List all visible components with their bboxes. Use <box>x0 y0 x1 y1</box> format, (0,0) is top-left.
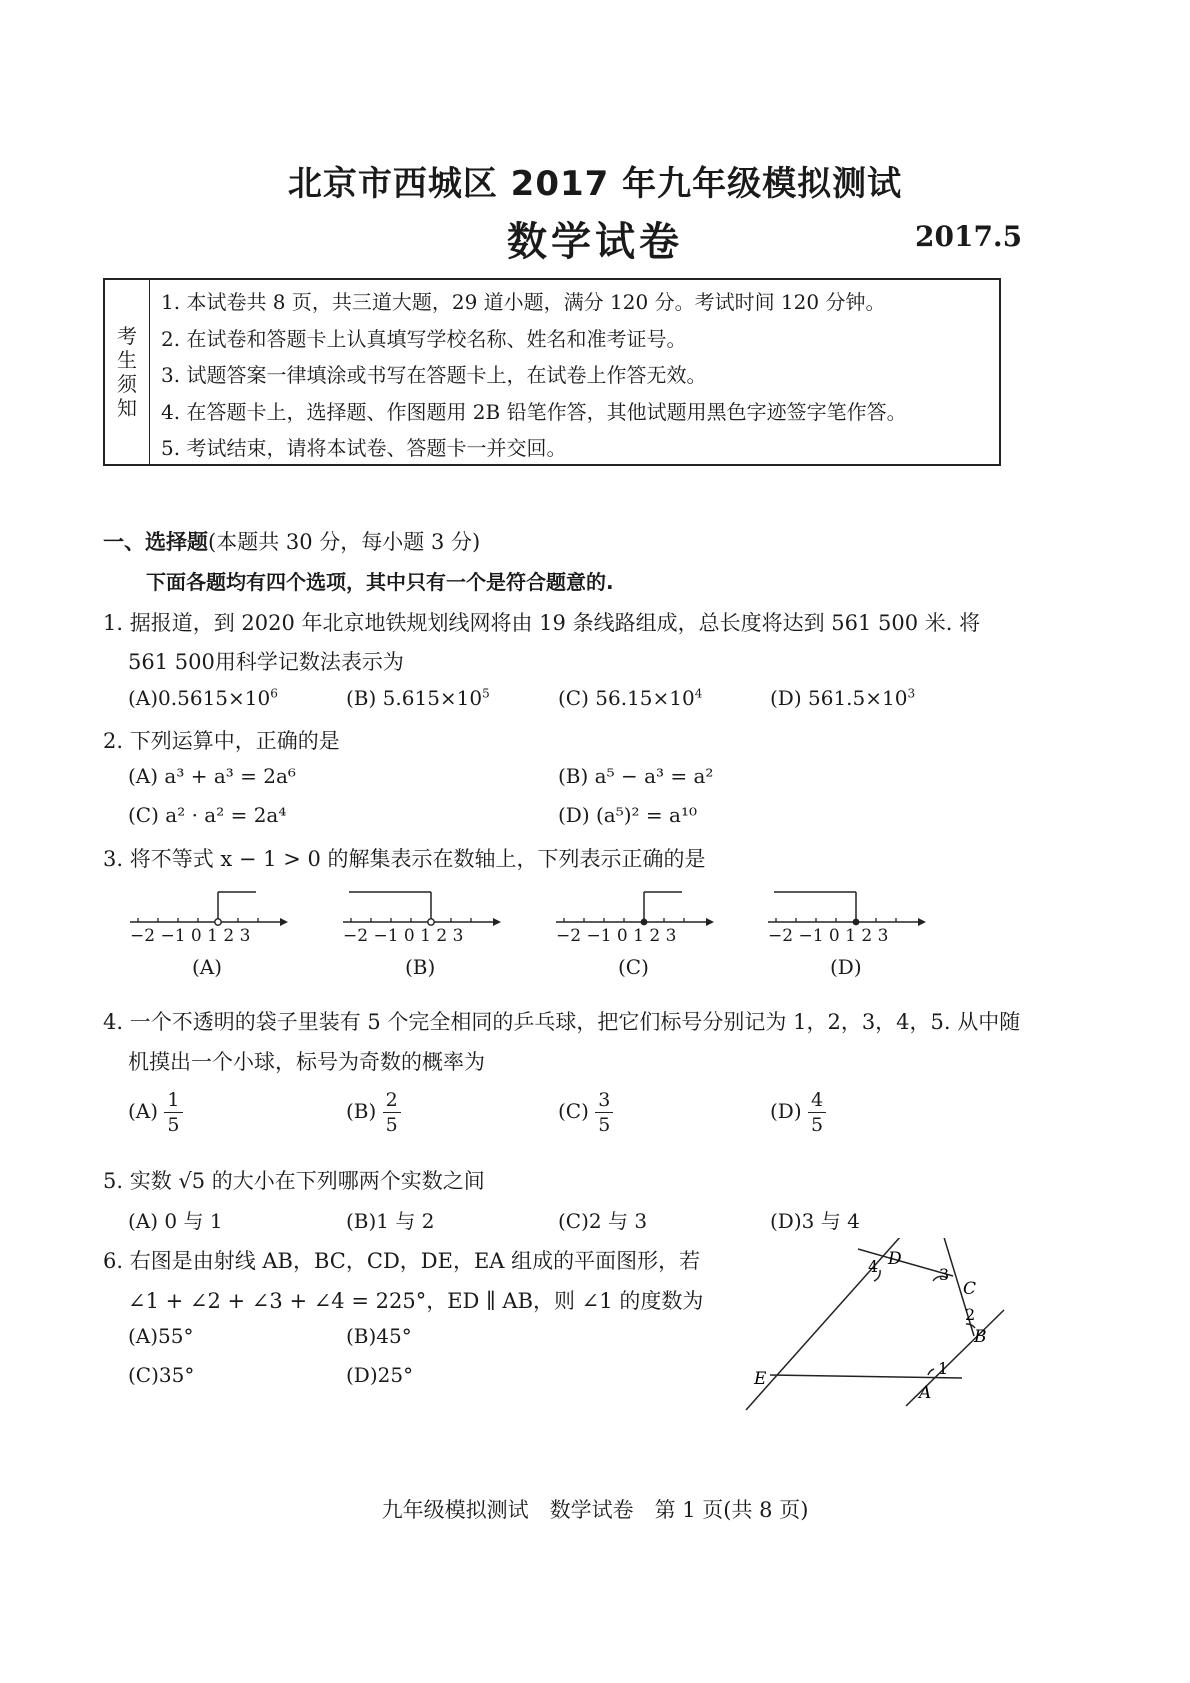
section-instruction: 下面各题均有四个选项，其中只有一个是符合题意的. <box>146 570 614 594</box>
q4-b-fraction <box>383 1088 401 1137</box>
q3-ticks-c: −2 −1 0 1 2 3 <box>556 926 677 946</box>
notice-label-char: 生 <box>117 348 137 372</box>
label-3: 3 <box>939 1265 950 1284</box>
q1-a-exp: 6 <box>270 686 278 701</box>
q4-a-fraction <box>164 1088 182 1137</box>
q4-line1: 4. 一个不透明的袋子里装有 5 个完全相同的乒乓球，把它们标号分别记为 1，2，3，4，5. 从中随 <box>103 1010 1021 1034</box>
q4-d-num: 4 <box>808 1088 826 1113</box>
q4-option-b <box>346 1088 401 1137</box>
q6-line2: ∠1 + ∠2 + ∠3 + ∠4 = 225°，ED ∥ AB，则 ∠1 的度数为 <box>128 1289 704 1313</box>
q1-option-d <box>770 686 915 710</box>
q1-option-a <box>128 686 278 710</box>
q3-label-c: (C) <box>618 955 649 979</box>
q2-stem: 2. 下列运算中，正确的是 <box>103 729 340 753</box>
q3-ticks-d: −2 −1 0 1 2 3 <box>768 926 889 946</box>
q1-option-c <box>558 686 702 710</box>
q1-c-exp: 4 <box>694 686 703 701</box>
q2-option-c: (C) a² · a² = 2a⁴ <box>128 803 287 827</box>
exam-date: 2017.5 <box>915 220 1023 253</box>
notice-item: 5. 考试结束，请将本试卷、答题卡一并交回。 <box>161 436 567 460</box>
q4-a-num: 1 <box>164 1088 182 1113</box>
q3-label-d: (D) <box>830 955 862 979</box>
q6-option-a: (A)55° <box>128 1324 194 1348</box>
label-4: 4 <box>868 1257 879 1276</box>
q6-option-c: (C)35° <box>128 1363 195 1387</box>
q1-d-exp: 3 <box>907 686 916 701</box>
q4-b-label: (B) <box>346 1099 377 1123</box>
label-2: 2 <box>965 1305 976 1324</box>
notice-items <box>161 284 907 467</box>
q4-b-num: 2 <box>383 1088 401 1113</box>
q6-option-d: (D)25° <box>346 1363 414 1387</box>
q4-b-den: 5 <box>385 1114 398 1136</box>
section-note: (本题共 30 分，每小题 3 分) <box>208 530 481 554</box>
notice-label-char: 知 <box>117 396 137 420</box>
q1-b-exp: 5 <box>482 686 490 701</box>
q5-option-d: (D)3 与 4 <box>770 1209 860 1233</box>
notice-label-char: 须 <box>117 372 137 396</box>
q3-ticks-a: −2 −1 0 1 2 3 <box>130 926 251 946</box>
q2-option-a: (A) a³ + a³ = 2a⁶ <box>128 764 296 788</box>
q4-option-d <box>770 1088 826 1137</box>
q6-line1: 6. 右图是由射线 AB，BC，CD，DE，EA 组成的平面图形，若 <box>103 1249 701 1273</box>
q1-a-text: (A)0.5615×10 <box>128 686 271 710</box>
q2-option-d: (D) (a⁵)² = a¹⁰ <box>558 803 697 827</box>
q1-line2: 561 500用科学记数法表示为 <box>128 650 404 674</box>
notice-label <box>105 280 150 464</box>
q4-d-label: (D) <box>770 1099 802 1123</box>
section-heading <box>103 526 480 556</box>
q3-stem: 3. 将不等式 x − 1 > 0 的解集表示在数轴上，下列表示正确的是 <box>103 847 706 871</box>
q3-ticks-b: −2 −1 0 1 2 3 <box>343 926 464 946</box>
notice-item: 1. 本试卷共 8 页，共三道大题，29 道小题，满分 120 分。考试时间 120 分钟。 <box>161 290 886 314</box>
label-a: A <box>919 1383 932 1403</box>
q4-c-label: (C) <box>558 1099 589 1123</box>
ray-ea <box>770 1375 962 1378</box>
q4-d-fraction <box>808 1088 826 1137</box>
notice-item: 3. 试题答案一律填涂或书写在答题卡上，在试卷上作答无效。 <box>161 363 707 387</box>
label-1: 1 <box>938 1359 949 1378</box>
q3-label-a: (A) <box>192 955 223 979</box>
label-d: D <box>888 1249 902 1269</box>
q1-b-text: (B) 5.615×10 <box>346 686 483 710</box>
q6-geometry-figure <box>738 1238 1018 1416</box>
exam-title: 北京市西城区 2017 年九年级模拟测试 <box>287 164 903 204</box>
q4-c-den: 5 <box>598 1114 611 1136</box>
q1-c-text: (C) 56.15×10 <box>558 686 695 710</box>
q4-a-label: (A) <box>128 1099 159 1123</box>
notice-item: 2. 在试卷和答题卡上认真填写学校名称、姓名和准考证号。 <box>161 326 687 351</box>
q6-option-b: (B)45° <box>346 1324 412 1348</box>
q5-option-b: (B)1 与 2 <box>346 1209 435 1233</box>
q4-a-den: 5 <box>167 1114 180 1136</box>
notice-box <box>103 278 1001 466</box>
q5-stem: 5. 实数 √5 的大小在下列哪两个实数之间 <box>103 1169 485 1193</box>
section-title: 一、选择题 <box>103 530 208 554</box>
notice-label-char: 考 <box>117 324 137 348</box>
exam-subtitle: 数学试卷 <box>507 219 683 265</box>
q2-option-b: (B) a⁵ − a³ = a² <box>558 764 714 788</box>
label-c: C <box>963 1279 977 1299</box>
q4-option-a <box>128 1088 183 1137</box>
q4-line2: 机摸出一个小球，标号为奇数的概率为 <box>128 1050 485 1074</box>
q4-option-c <box>558 1088 613 1137</box>
q4-c-fraction <box>595 1088 613 1137</box>
label-b: B <box>974 1327 987 1347</box>
q1-option-b <box>346 686 490 710</box>
page-footer: 九年级模拟测试 数学试卷 第 1 页(共 8 页) <box>381 1498 809 1522</box>
notice-item: 4. 在答题卡上，选择题、作图题用 2B 铅笔作答，其他试题用黑色字迹签字笔作答。 <box>161 399 907 424</box>
q5-option-c: (C)2 与 3 <box>558 1209 648 1233</box>
label-e: E <box>754 1369 767 1389</box>
q4-d-den: 5 <box>811 1114 824 1136</box>
q1-line1: 1. 据报道，到 2020 年北京地铁规划线网将由 19 条线路组成，总长度将达到 561 500 米. 将 <box>103 611 981 635</box>
q1-d-text: (D) 561.5×10 <box>770 686 908 710</box>
q5-option-a: (A) 0 与 1 <box>128 1209 223 1233</box>
q3-label-b: (B) <box>405 955 436 979</box>
q4-c-num: 3 <box>595 1088 613 1113</box>
